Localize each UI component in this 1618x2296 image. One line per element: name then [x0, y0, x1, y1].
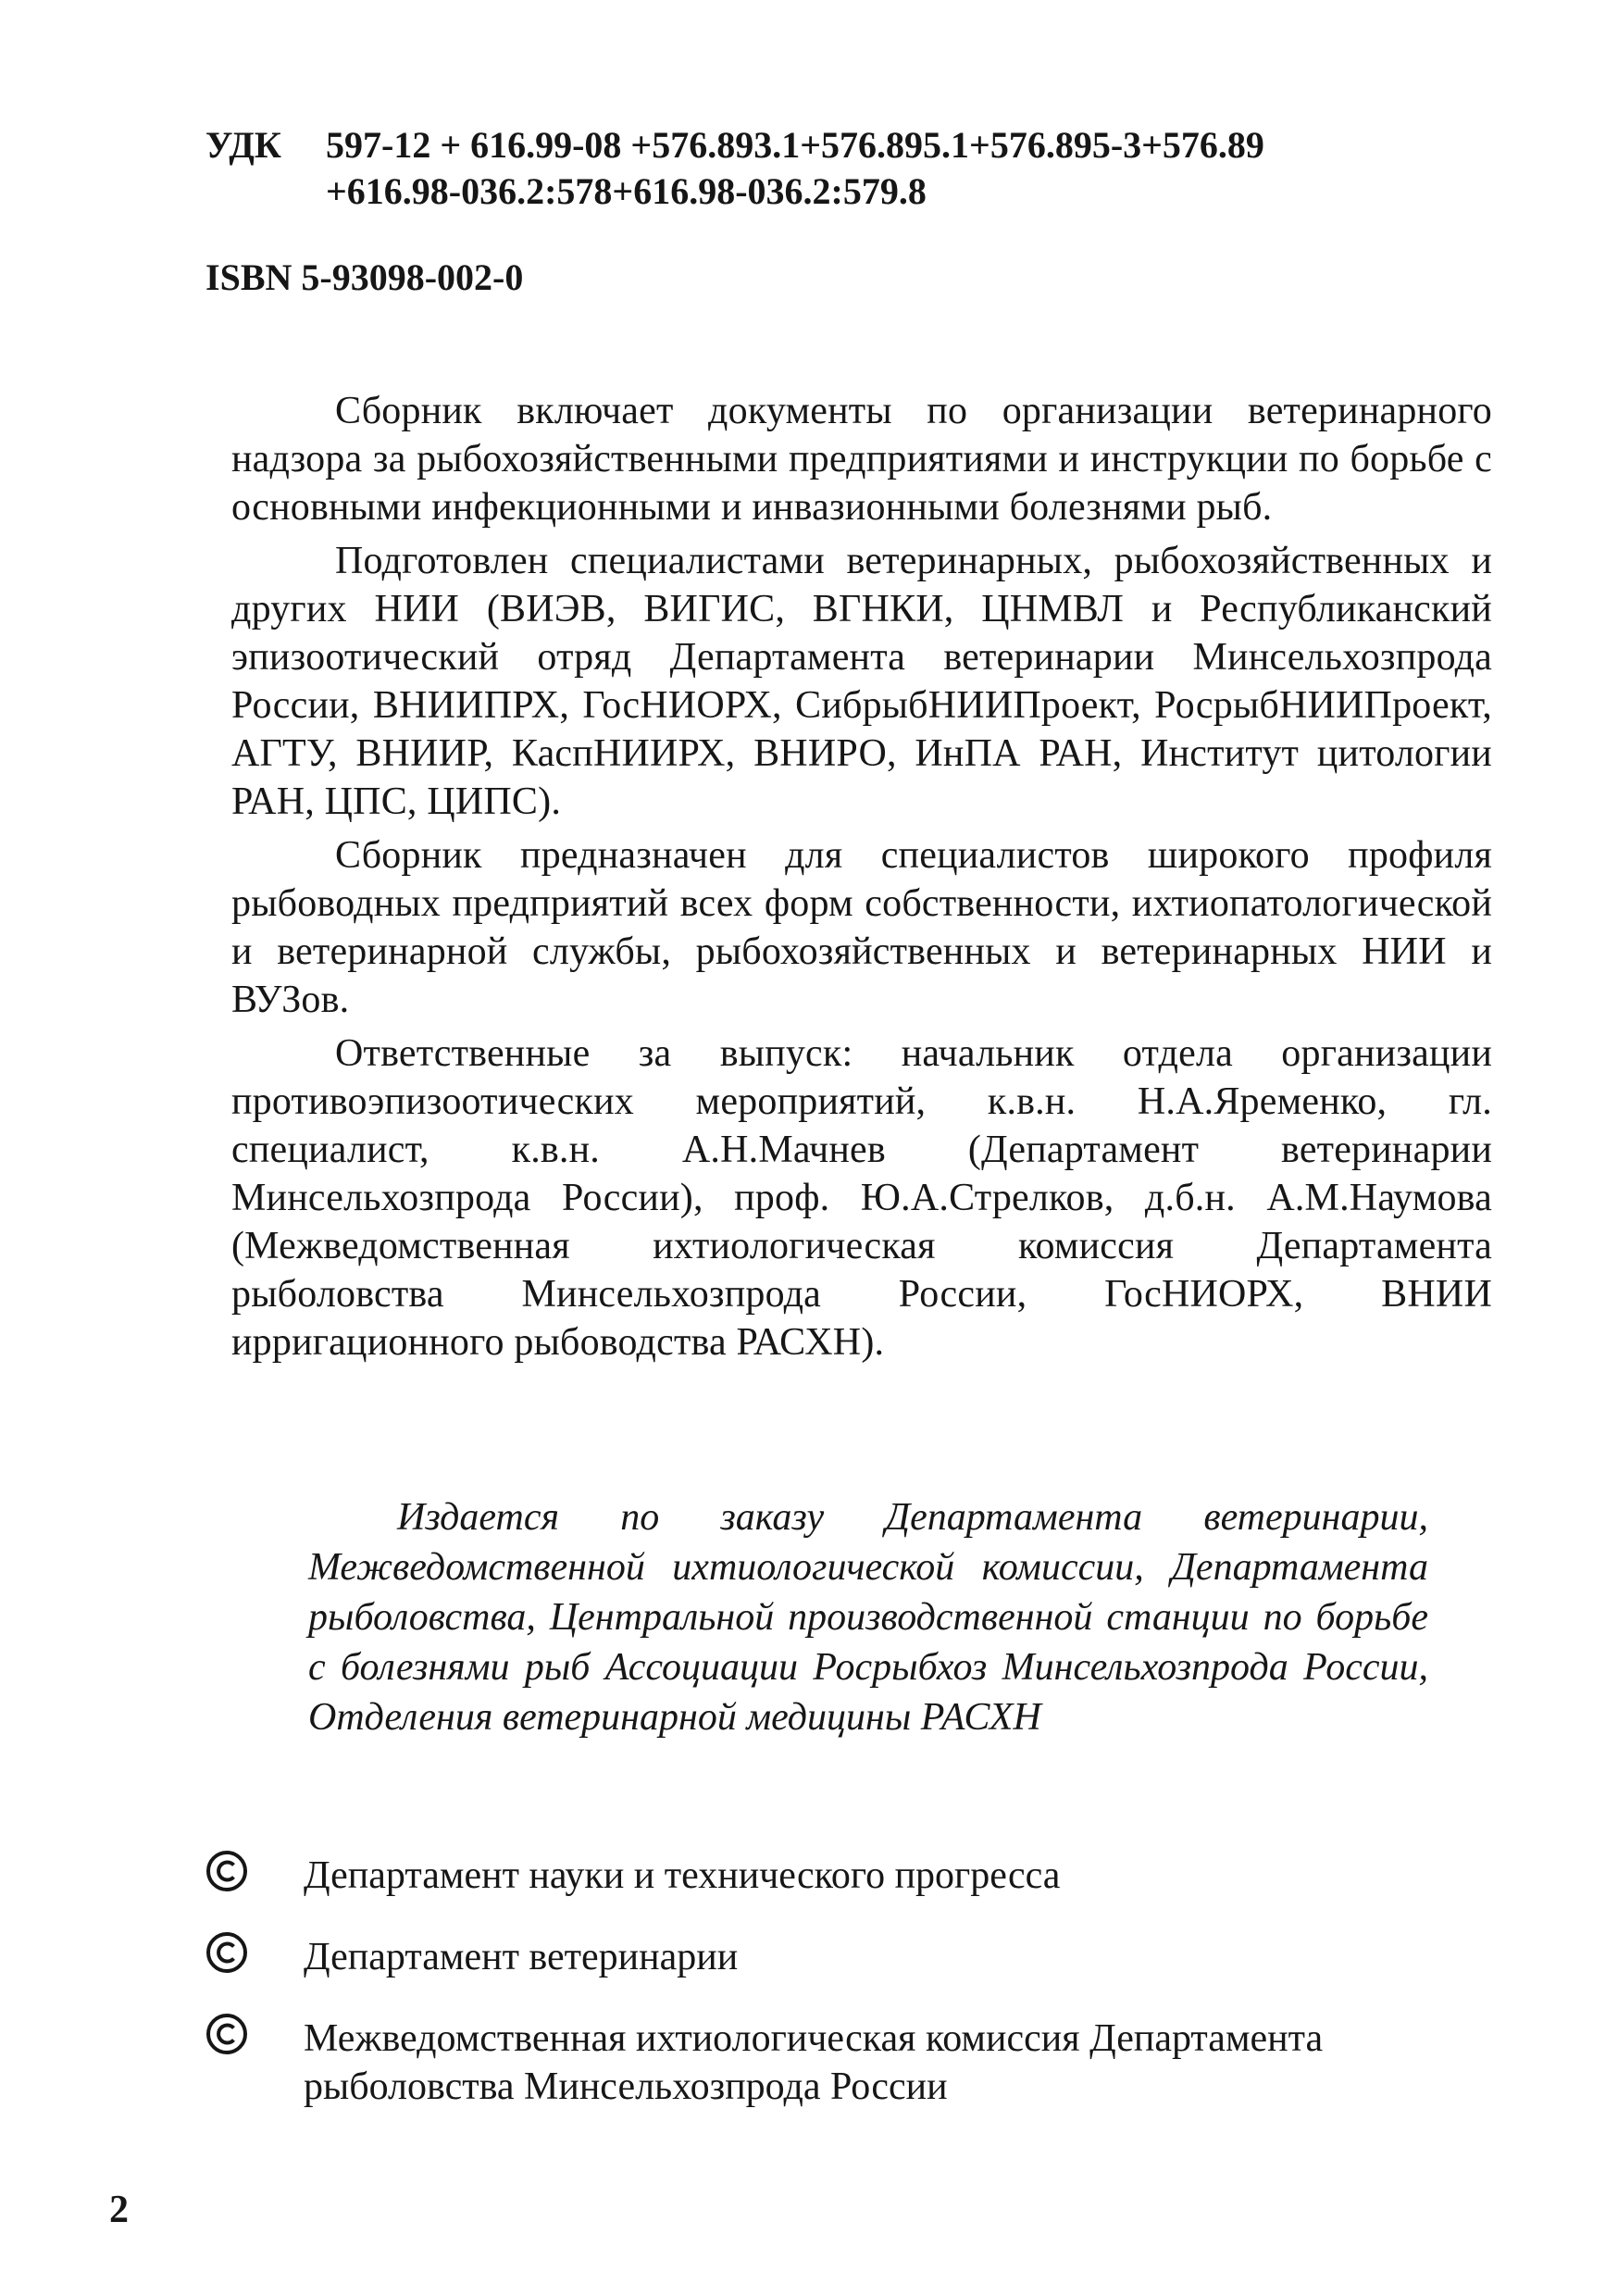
page-number: 2	[109, 2189, 129, 2231]
paragraph-description: Сборник включает документы по организации ветеринарного надзора за рыбохозяйственными предприятиями и инструкции по борьбе с основными инфекционными и инвазионными болезнями рыб.	[231, 390, 1492, 529]
udc-label: УДК	[205, 124, 281, 166]
udc-line-2: +616.98-036.2:578+616.98-036.2:579.8	[326, 170, 927, 212]
copyright-holder: Департамент науки и технического прогресса	[304, 1854, 1061, 1897]
isbn: ISBN 5-93098-002-0	[205, 256, 524, 298]
copyright-holder: Департамент ветеринарии	[304, 1936, 739, 1978]
annotation-text	[231, 387, 1492, 1372]
paragraph-audience: Сборник предназначен для специалистов широкого профиля рыбоводных предприятий всех форм собственности, ихтиопатологической и ветеринарной службы, рыбохозяйственных и ветеринарных НИИ и ВУЗов.	[231, 834, 1492, 1021]
paragraph-prepared-by: Подготовлен специалистами ветеринарных, рыбохозяйственных и других НИИ (ВИЭВ, ВИГИС, ВГНКИ, ЦНМВЛ и Республиканский эпизоотический отряд Департамента ветеринарии Минсельхозпрода России, ВНИИПРХ, ГосНИОРХ, СибрыбНИИПроект, РосрыбНИИПроект, АГТУ, ВНИИР, КаспНИИРХ, ВНИРО, ИнПА РАН, Институт цитологии РАН, ЦПС, ЦИПС).	[231, 540, 1492, 823]
copyright-item	[205, 2015, 1501, 2111]
copyright-item	[205, 1852, 1501, 1900]
copyright-icon	[205, 1931, 248, 1974]
copyright-list	[205, 1852, 1501, 2144]
udc-block	[205, 122, 1446, 215]
udc-line-1: 597-12 + 616.99-08 +576.893.1+576.895.1+576.895-3+576.89	[326, 124, 1264, 166]
copyright-holder: Межведомственная ихтиологическая комиссия Департамента рыболовства Минсельхозпрода России	[304, 2017, 1324, 2108]
copyright-icon	[205, 1850, 248, 1892]
copyright-item	[205, 1933, 1501, 1981]
paragraph-responsible: Ответственные за выпуск: начальник отдела организации противоэпизоотических мероприятий, к.в.н. Н.А.Яременко, гл. специалист, к.в.н. А.Н.Мачнев (Департамент ветеринарии Минсельхозпрода России), проф. Ю.А.Стрелков, д.б.н. А.М.Наумова (Межведомственная ихтиологическая комиссия Департамента рыболовства Минсельхозпрода России, ГосНИОРХ, ВНИИ ирригационного рыбоводства РАСХН).	[231, 1032, 1492, 1364]
published-by-note: Издается по заказу Департамента ветеринарии, Межведомственной ихтиологической комиссии, Департамента рыболовства, Центральной производственной станции по борьбе с болезнями рыб Ассоциации Росрыбхоз Минсельхозпрода России, Отделения ветеринарной медицины РАСХН	[308, 1496, 1428, 1739]
copyright-icon	[205, 2013, 248, 2055]
